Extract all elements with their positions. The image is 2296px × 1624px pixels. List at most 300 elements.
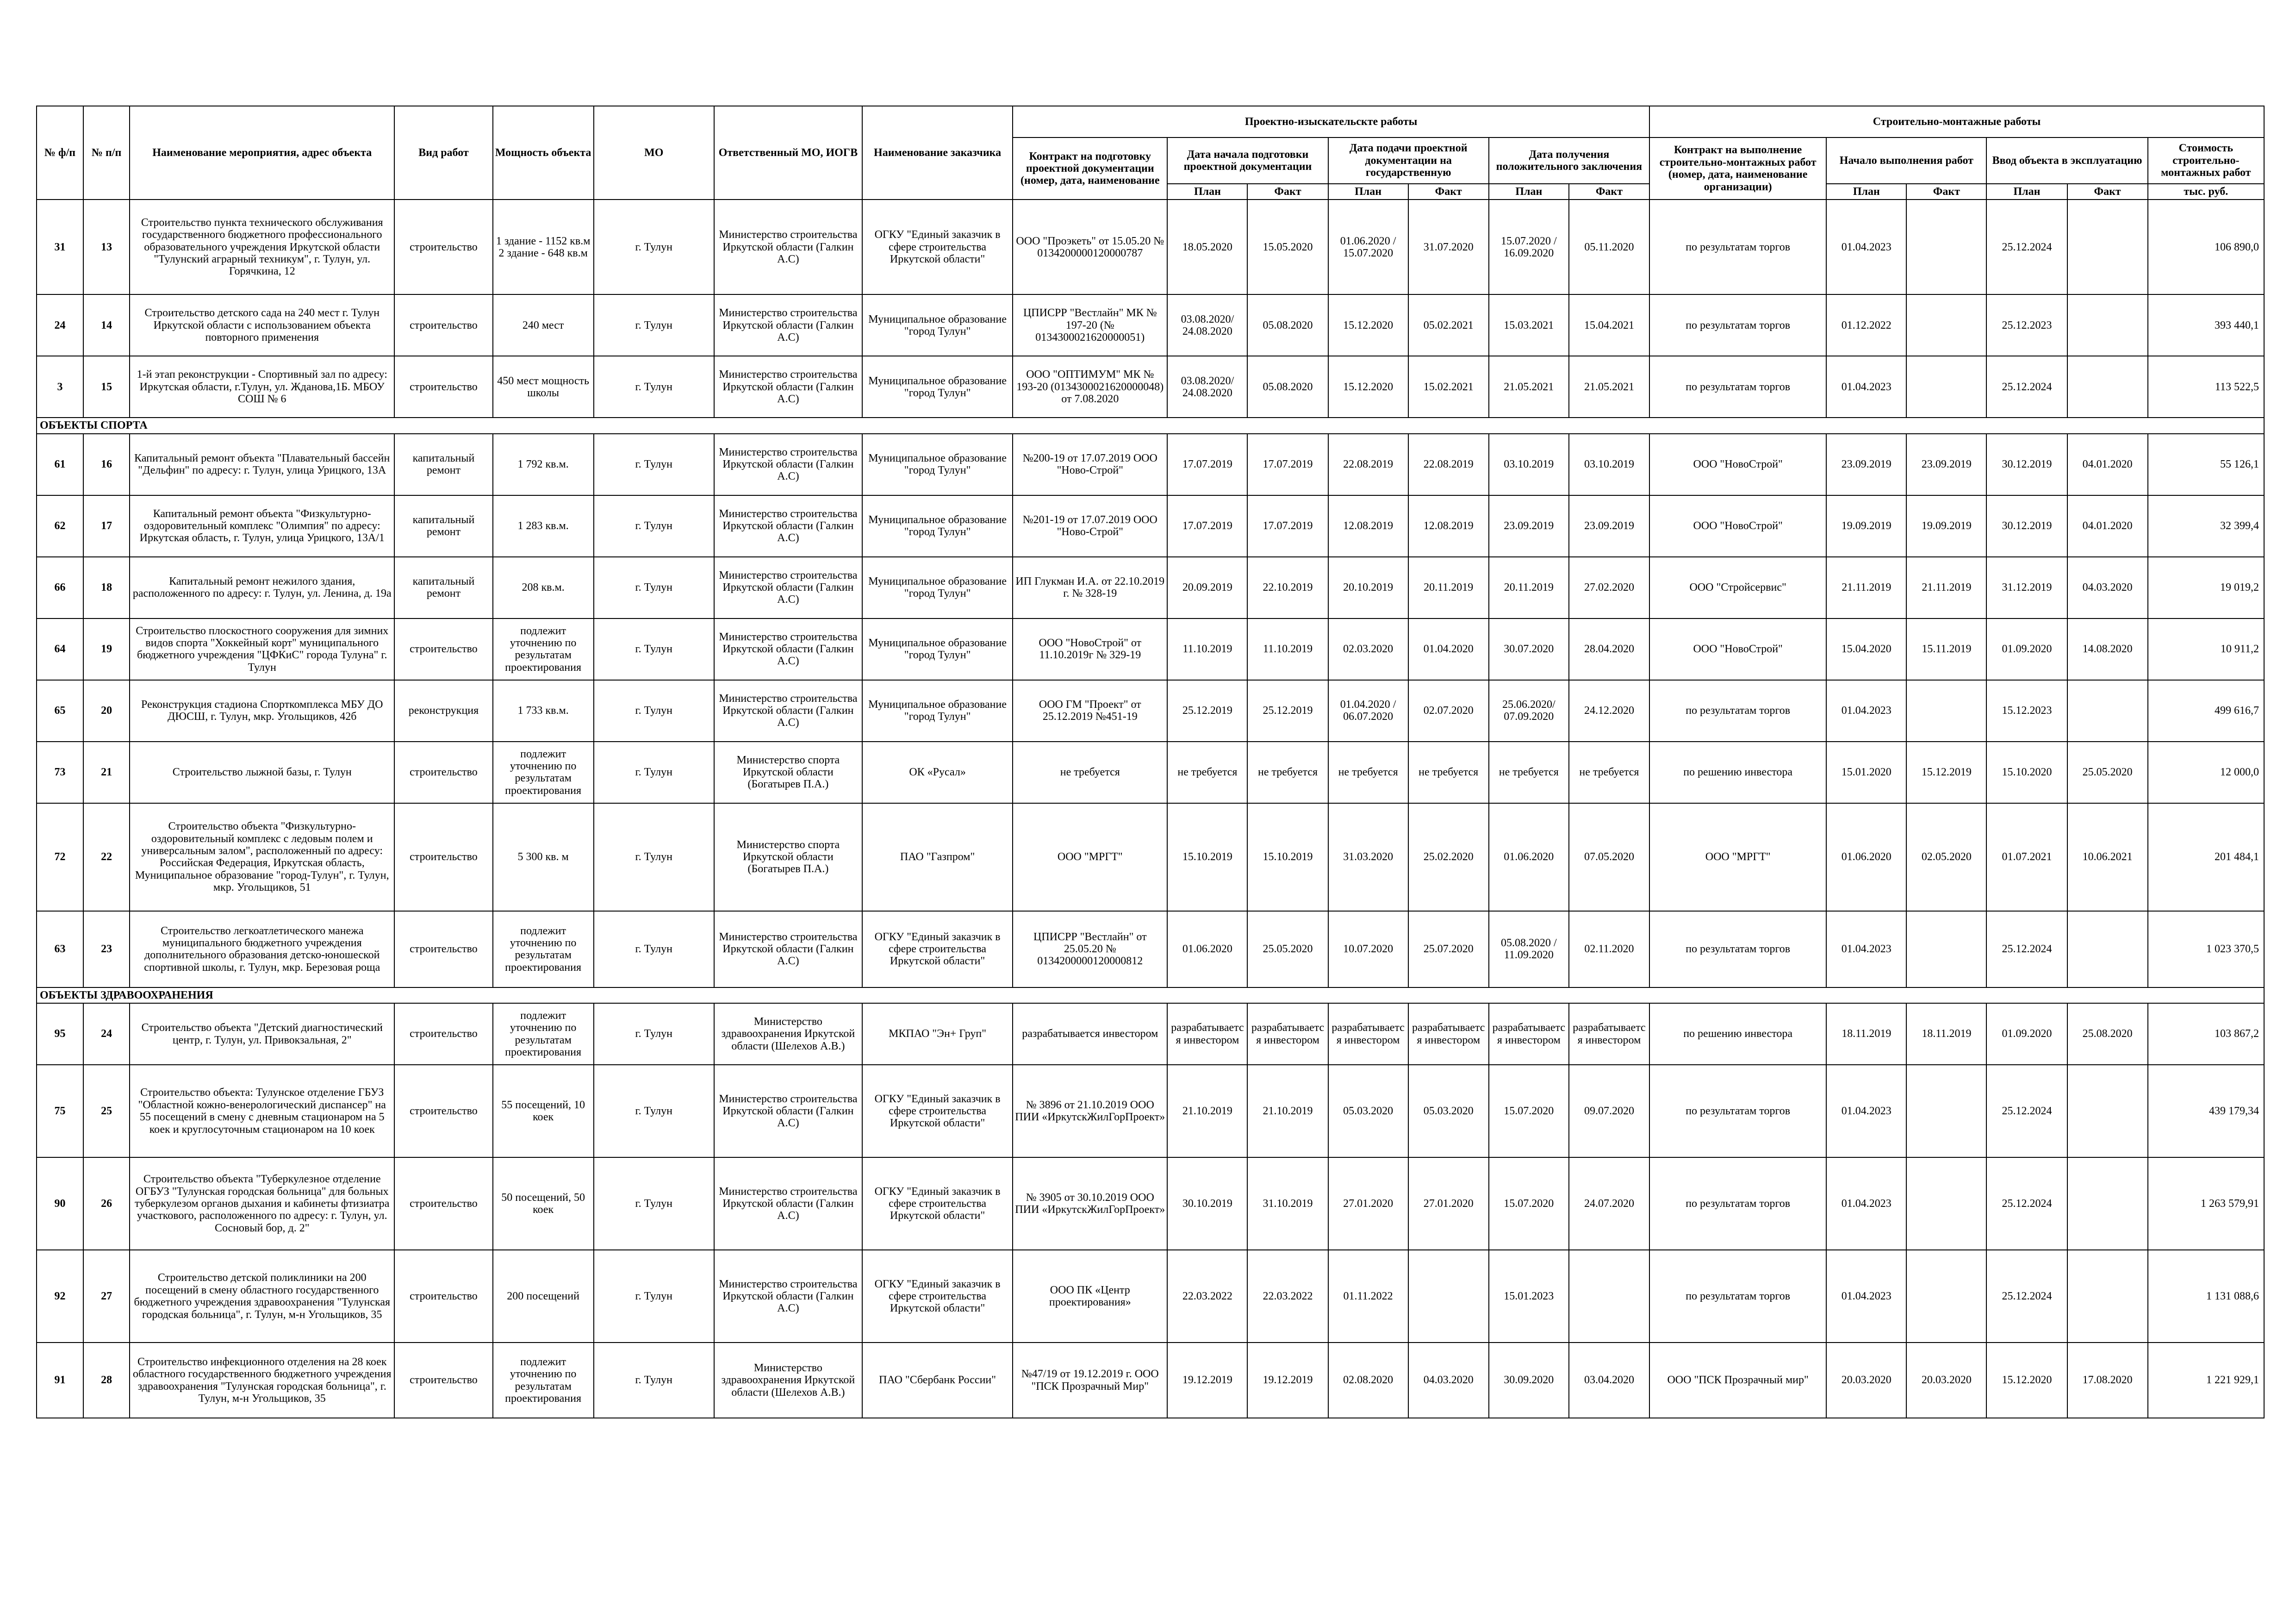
cell-no-fp: 90 [37,1157,83,1250]
col-header-responsible: Ответственный МО, ИОГВ [714,106,862,200]
cell-name: Строительство инфекционного отделения на 28 коек областного государственного бюджетного учреждения здравоохранения "Тулунская городская больница", г. Тулун, м-н Угольщиков, 35 [130,1343,394,1418]
cell-submission-fact: 04.03.2020 [1408,1343,1489,1418]
cell-conclusion-fact: 24.12.2020 [1569,680,1649,742]
cell-conclusion-fact: 05.11.2020 [1569,200,1649,294]
subheader-fact: Факт [1408,184,1489,200]
cell-construction-start-plan: 19.09.2019 [1826,495,1906,557]
col-header-cost: Стоимость строительно-монтажных работ [2148,137,2264,184]
table-row [37,1065,2264,1157]
cell-design-contract: ООО "Проэкеть" от 15.05.20 № 0134200000120000787 [1013,200,1167,294]
cell-conclusion-fact: 03.10.2019 [1569,434,1649,495]
cell-mo: г. Тулун [594,200,714,294]
cell-no-pp: 23 [83,911,130,987]
cell-construction-start-plan: 01.04.2023 [1826,680,1906,742]
cell-no-pp: 22 [83,803,130,911]
cell-conclusion-fact: 02.11.2020 [1569,911,1649,987]
cell-customer: ОГКУ "Единый заказчик в сфере строительства Иркутской области" [862,1065,1013,1157]
col-header-design-contract: Контракт на подготовку проектной документации (номер, дата, наименование [1013,137,1167,200]
table-row [37,434,2264,495]
cell-cost: 499 616,7 [2148,680,2264,742]
table-row [37,680,2264,742]
cell-construction-start-fact: 19.09.2019 [1906,495,1986,557]
cell-construction-start-fact: 23.09.2019 [1906,434,1986,495]
cell-design-start-plan: 15.10.2019 [1167,803,1247,911]
cell-commissioning-plan: 01.09.2020 [1986,1003,2067,1065]
cell-capacity: 1 792 кв.м. [493,434,594,495]
cell-construction-start-fact: 15.11.2019 [1906,618,1986,680]
cell-responsible: Министерство строительства Иркутской области (Галкин А.С) [714,1157,862,1250]
cell-construction-start-plan: 01.04.2023 [1826,911,1906,987]
cell-mo: г. Тулун [594,803,714,911]
cell-construction-contract: ООО "НовоСтрой" [1649,618,1826,680]
cell-commissioning-plan: 25.12.2024 [1986,1157,2067,1250]
cell-submission-plan: 01.04.2020 / 06.07.2020 [1328,680,1408,742]
cell-mo: г. Тулун [594,294,714,356]
section-row [37,418,2264,433]
cell-name: Строительство детского сада на 240 мест г. Тулун Иркутской области с использованием объекта повторного применения [130,294,394,356]
cell-commissioning-plan: 15.12.2020 [1986,1343,2067,1418]
table-row [37,618,2264,680]
cell-submission-fact: 05.02.2021 [1408,294,1489,356]
cell-conclusion-fact: 28.04.2020 [1569,618,1649,680]
cell-construction-start-plan: 01.06.2020 [1826,803,1906,911]
cell-no-fp: 61 [37,434,83,495]
cell-conclusion-plan: 20.11.2019 [1489,557,1569,618]
cell-responsible: Министерство здравоохранения Иркутской области (Шелехов А.В.) [714,1003,862,1065]
cell-submission-fact: 20.11.2019 [1408,557,1489,618]
cell-capacity: 200 посещений [493,1250,594,1343]
cell-design-start-fact: 05.08.2020 [1247,294,1328,356]
cell-responsible: Министерство строительства Иркутской области (Галкин А.С) [714,680,862,742]
cell-responsible: Министерство спорта Иркутской области (Богатырев П.А.) [714,742,862,803]
cell-cost: 12 000,0 [2148,742,2264,803]
cell-responsible: Министерство здравоохранения Иркутской области (Шелехов А.В.) [714,1343,862,1418]
cell-conclusion-fact: не требуется [1569,742,1649,803]
cell-commissioning-fact: 25.05.2020 [2067,742,2148,803]
cell-design-start-plan: 20.09.2019 [1167,557,1247,618]
cell-conclusion-plan: 05.08.2020 / 11.09.2020 [1489,911,1569,987]
cell-submission-plan: 01.11.2022 [1328,1250,1408,1343]
cell-design-start-plan: 21.10.2019 [1167,1065,1247,1157]
cell-commissioning-plan: 15.10.2020 [1986,742,2067,803]
cell-customer: ОГКУ "Единый заказчик в сфере строительства Иркутской области" [862,1157,1013,1250]
table-header [37,106,2264,200]
cell-construction-contract: по решению инвестора [1649,1003,1826,1065]
cell-design-start-plan: 17.07.2019 [1167,434,1247,495]
cell-design-start-plan: 11.10.2019 [1167,618,1247,680]
cell-cost: 1 221 929,1 [2148,1343,2264,1418]
subheader-fact: Факт [1247,184,1328,200]
cell-no-fp: 91 [37,1343,83,1418]
cell-design-contract: №200-19 от 17.07.2019 ООО "Ново-Строй" [1013,434,1167,495]
table-row [37,742,2264,803]
subheader-fact: Факт [2067,184,2148,200]
cell-design-start-fact: 25.12.2019 [1247,680,1328,742]
cell-design-start-fact: 22.10.2019 [1247,557,1328,618]
cell-design-start-fact: 17.07.2019 [1247,495,1328,557]
cell-construction-start-fact [1906,356,1986,418]
cell-mo: г. Тулун [594,1157,714,1250]
cell-name: Строительство плоскостного сооружения для зимних видов спорта "Хоккейный корт" муниципального бюджетного учреждения "ЦФКиС" города Тулуна" г. Тулун [130,618,394,680]
cell-design-start-plan: 25.12.2019 [1167,680,1247,742]
cell-work-type: строительство [394,1250,492,1343]
cell-customer: Муниципальное образование "город Тулун" [862,680,1013,742]
cell-customer: ПАО "Сбербанк России" [862,1343,1013,1418]
cell-submission-fact: 12.08.2019 [1408,495,1489,557]
cell-no-fp: 73 [37,742,83,803]
cell-conclusion-plan: 15.07.2020 / 16.09.2020 [1489,200,1569,294]
cell-design-contract: ООО ПК «Центр проектирования» [1013,1250,1167,1343]
cell-name: Строительство детской поликлиники на 200 посещений в смену областного государственного бюджетного учреждения здравоохранения "Тулунская городская больница", г. Тулун, м-н Угольщиков, 35 [130,1250,394,1343]
cell-construction-start-plan: 15.04.2020 [1826,618,1906,680]
cell-submission-plan: 15.12.2020 [1328,356,1408,418]
cell-construction-start-fact: 18.11.2019 [1906,1003,1986,1065]
cell-name: Строительство объекта "Туберкулезное отделение ОГБУЗ "Тулунская городская больница" для больных туберкулезом органов дыхания и кабинеты фтизиатра участкового, расположенного по адресу: г. Тулун, ул. Сосновый бор, д. 2" [130,1157,394,1250]
cell-no-fp: 66 [37,557,83,618]
col-header-no-fp: № ф/п [37,106,83,200]
cell-customer: Муниципальное образование "город Тулун" [862,495,1013,557]
cell-customer: ОГКУ "Единый заказчик в сфере строительства Иркутской области" [862,911,1013,987]
table-body [37,200,2264,1418]
cell-responsible: Министерство строительства Иркутской области (Галкин А.С) [714,200,862,294]
cell-commissioning-fact: 17.08.2020 [2067,1343,2148,1418]
col-header-mo: МО [594,106,714,200]
cell-design-start-fact: 31.10.2019 [1247,1157,1328,1250]
cell-commissioning-plan: 25.12.2024 [1986,1065,2067,1157]
cell-cost: 32 399,4 [2148,495,2264,557]
cell-customer: МКПАО "Эн+ Груп" [862,1003,1013,1065]
cell-submission-fact: 02.07.2020 [1408,680,1489,742]
cell-capacity: 1 283 кв.м. [493,495,594,557]
cell-mo: г. Тулун [594,911,714,987]
cell-no-pp: 13 [83,200,130,294]
cell-commissioning-fact: 04.01.2020 [2067,434,2148,495]
cell-name: Капитальный ремонт объекта "Физкультурно-оздоровительный комплекс "Олимпия" по адресу: Иркутская область, г. Тулун, улица Урицкого, 13А/1 [130,495,394,557]
cell-no-pp: 14 [83,294,130,356]
cell-construction-start-plan: 20.03.2020 [1826,1343,1906,1418]
cell-name: Строительство пункта технического обслуживания государственного бюджетного профессионального образовательного учреждения Иркутской области "Тулунский аграрный техникум", г. Тулун, ул. Горячкина, 12 [130,200,394,294]
cell-conclusion-plan: 15.01.2023 [1489,1250,1569,1343]
cell-cost: 113 522,5 [2148,356,2264,418]
cell-customer: ОГКУ "Единый заказчик в сфере строительства Иркутской области" [862,200,1013,294]
cell-construction-contract: по решению инвестора [1649,742,1826,803]
cell-conclusion-fact [1569,1250,1649,1343]
cell-design-start-fact: 22.03.2022 [1247,1250,1328,1343]
cell-mo: г. Тулун [594,680,714,742]
cell-commissioning-plan: 25.12.2024 [1986,356,2067,418]
cell-conclusion-plan: 21.05.2021 [1489,356,1569,418]
cell-responsible: Министерство строительства Иркутской области (Галкин А.С) [714,911,862,987]
cell-design-start-fact: разрабатывается инвестором [1247,1003,1328,1065]
cell-commissioning-plan: 25.12.2024 [1986,200,2067,294]
cell-construction-start-plan: 01.04.2023 [1826,1065,1906,1157]
cell-cost: 103 867,2 [2148,1003,2264,1065]
cell-construction-start-plan: 21.11.2019 [1826,557,1906,618]
col-header-capacity: Мощность объекта [493,106,594,200]
cell-no-fp: 95 [37,1003,83,1065]
cell-no-pp: 25 [83,1065,130,1157]
cell-design-start-fact: 17.07.2019 [1247,434,1328,495]
cell-conclusion-fact: 07.05.2020 [1569,803,1649,911]
cell-commissioning-plan: 25.12.2024 [1986,911,2067,987]
cell-no-fp: 3 [37,356,83,418]
cell-design-contract: ООО "МРГТ" [1013,803,1167,911]
cell-cost: 55 126,1 [2148,434,2264,495]
cell-submission-plan: 27.01.2020 [1328,1157,1408,1250]
cell-cost: 1 023 370,5 [2148,911,2264,987]
cell-design-start-fact: 21.10.2019 [1247,1065,1328,1157]
cell-construction-start-fact: 15.12.2019 [1906,742,1986,803]
cell-mo: г. Тулун [594,1343,714,1418]
cell-capacity: 208 кв.м. [493,557,594,618]
cell-construction-start-fact [1906,911,1986,987]
cell-construction-start-fact: 21.11.2019 [1906,557,1986,618]
cell-commissioning-fact: 04.01.2020 [2067,495,2148,557]
cell-work-type: строительство [394,1157,492,1250]
cell-no-pp: 17 [83,495,130,557]
subheader-cost-unit: тыс. руб. [2148,184,2264,200]
cell-construction-start-plan: 01.04.2023 [1826,200,1906,294]
subheader-plan: План [1328,184,1408,200]
cell-construction-start-plan: 01.04.2023 [1826,1250,1906,1343]
cell-conclusion-plan: 15.07.2020 [1489,1065,1569,1157]
cell-capacity: 5 300 кв. м [493,803,594,911]
col-header-no-pp: № п/п [83,106,130,200]
table-row [37,294,2264,356]
cell-commissioning-plan: 25.12.2023 [1986,294,2067,356]
cell-work-type: строительство [394,618,492,680]
col-header-work-type: Вид работ [394,106,492,200]
cell-capacity: подлежит уточнению по результатам проектирования [493,1343,594,1418]
col-header-submission: Дата подачи проектной документации на государственную [1328,137,1489,184]
cell-submission-plan: 15.12.2020 [1328,294,1408,356]
cell-work-type: строительство [394,200,492,294]
cell-name: Реконструкция стадиона Спорткомплекса МБУ ДО ДЮСШ, г. Тулун, мкр. Угольщиков, 42б [130,680,394,742]
cell-capacity: подлежит уточнению по результатам проектирования [493,742,594,803]
col-header-construction-start: Начало выполнения работ [1826,137,1986,184]
col-header-name: Наименование мероприятия, адрес объекта [130,106,394,200]
subheader-fact: Факт [1906,184,1986,200]
cell-commissioning-fact [2067,294,2148,356]
cell-conclusion-fact: разрабатывается инвестором [1569,1003,1649,1065]
cell-conclusion-fact: 21.05.2021 [1569,356,1649,418]
section-title: ОБЪЕКТЫ ЗДРАВООХРАНЕНИЯ [37,987,2264,1003]
cell-construction-start-fact [1906,1250,1986,1343]
cell-commissioning-plan: 30.12.2019 [1986,434,2067,495]
subheader-fact: Факт [1569,184,1649,200]
group-header-construction: Строительно-монтажные работы [1649,106,2264,137]
cell-responsible: Министерство строительства Иркутской области (Галкин А.С) [714,434,862,495]
cell-construction-contract: по результатам торгов [1649,200,1826,294]
subheader-plan: План [1167,184,1247,200]
cell-work-type: капитальный ремонт [394,557,492,618]
col-header-commissioning: Ввод объекта в эксплуатацию [1986,137,2147,184]
table-row [37,1250,2264,1343]
cell-capacity: 50 посещений, 50 коек [493,1157,594,1250]
cell-no-pp: 19 [83,618,130,680]
cell-mo: г. Тулун [594,356,714,418]
cell-conclusion-plan: 30.09.2020 [1489,1343,1569,1418]
cell-commissioning-fact [2067,1157,2148,1250]
cell-design-contract: ООО ГМ "Проект" от 25.12.2019 №451-19 [1013,680,1167,742]
cell-construction-start-fact [1906,1065,1986,1157]
cell-capacity: подлежит уточнению по результатам проектирования [493,911,594,987]
cell-construction-start-fact [1906,294,1986,356]
table-row [37,911,2264,987]
cell-responsible: Министерство строительства Иркутской области (Галкин А.С) [714,1250,862,1343]
cell-capacity: 450 мест мощность школы [493,356,594,418]
cell-design-start-fact: 19.12.2019 [1247,1343,1328,1418]
cell-design-start-fact: 11.10.2019 [1247,618,1328,680]
subheader-plan: План [1489,184,1569,200]
cell-construction-contract: по результатам торгов [1649,1157,1826,1250]
cell-work-type: строительство [394,742,492,803]
cell-work-type: капитальный ремонт [394,495,492,557]
schedule-sheet [36,106,2265,1418]
cell-no-fp: 65 [37,680,83,742]
cell-responsible: Министерство строительства Иркутской области (Галкин А.С) [714,356,862,418]
group-header-design: Проектно-изыскательскте работы [1013,106,1649,137]
cell-construction-start-plan: 23.09.2019 [1826,434,1906,495]
cell-submission-fact: 25.02.2020 [1408,803,1489,911]
cell-commissioning-fact [2067,1065,2148,1157]
cell-commissioning-plan: 15.12.2023 [1986,680,2067,742]
col-header-customer: Наименование заказчика [862,106,1013,200]
cell-mo: г. Тулун [594,618,714,680]
cell-design-start-plan: 03.08.2020/ 24.08.2020 [1167,356,1247,418]
cell-construction-contract: ООО "ПСК Прозрачный мир" [1649,1343,1826,1418]
cell-customer: Муниципальное образование "город Тулун" [862,294,1013,356]
cell-no-fp: 75 [37,1065,83,1157]
cell-no-pp: 21 [83,742,130,803]
cell-customer: Муниципальное образование "город Тулун" [862,356,1013,418]
cell-design-contract: №201-19 от 17.07.2019 ООО "Ново-Строй" [1013,495,1167,557]
cell-no-pp: 24 [83,1003,130,1065]
cell-responsible: Министерство строительства Иркутской области (Галкин А.С) [714,1065,862,1157]
cell-design-contract: ЦПИСРР "Вестлайн" МК № 197-20 (№ 0134300021620000051) [1013,294,1167,356]
cell-commissioning-fact: 14.08.2020 [2067,618,2148,680]
col-header-design-start: Дата начала подготовки проектной документации [1167,137,1328,184]
cell-capacity: 240 мест [493,294,594,356]
cell-capacity: 1 733 кв.м. [493,680,594,742]
cell-commissioning-fact [2067,356,2148,418]
cell-conclusion-plan: 03.10.2019 [1489,434,1569,495]
cell-construction-contract: по результатам торгов [1649,1065,1826,1157]
cell-no-fp: 62 [37,495,83,557]
construction-schedule-table [36,106,2265,1418]
cell-name: Строительство объекта: Тулунское отделение ГБУЗ "Областной кожно-венерологический диспансер" на 55 посещений в смену с дневным стационаром на 5 коек и круглосуточным стационаром на 10 коек [130,1065,394,1157]
table-row [37,495,2264,557]
cell-commissioning-fact: 25.08.2020 [2067,1003,2148,1065]
col-header-construction-contract: Контракт на выполнение строительно-монтажных работ (номер, дата, наименование организации) [1649,137,1826,200]
cell-no-fp: 92 [37,1250,83,1343]
cell-commissioning-fact [2067,680,2148,742]
cell-no-fp: 64 [37,618,83,680]
cell-conclusion-plan: 23.09.2019 [1489,495,1569,557]
cell-no-pp: 18 [83,557,130,618]
cell-name: Строительство легкоатлетического манежа муниципального бюджетного учреждения дополнительного образования детско-юношеской спортивной школы, г. Тулун, мкр. Березовая роща [130,911,394,987]
cell-conclusion-plan: 15.07.2020 [1489,1157,1569,1250]
cell-commissioning-plan: 01.09.2020 [1986,618,2067,680]
cell-submission-plan: 01.06.2020 / 15.07.2020 [1328,200,1408,294]
cell-conclusion-fact: 09.07.2020 [1569,1065,1649,1157]
cell-submission-fact: 01.04.2020 [1408,618,1489,680]
cell-no-pp: 20 [83,680,130,742]
cell-capacity: 55 посещений, 10 коек [493,1065,594,1157]
cell-construction-contract: по результатам торгов [1649,356,1826,418]
cell-cost: 10 911,2 [2148,618,2264,680]
cell-design-start-fact: 25.05.2020 [1247,911,1328,987]
cell-cost: 393 440,1 [2148,294,2264,356]
cell-construction-contract: ООО "МРГТ" [1649,803,1826,911]
cell-construction-start-fact [1906,200,1986,294]
cell-submission-fact: не требуется [1408,742,1489,803]
cell-mo: г. Тулун [594,742,714,803]
cell-construction-start-fact [1906,680,1986,742]
cell-mo: г. Тулун [594,1003,714,1065]
cell-design-contract: ООО "ОПТИМУМ" МК № 193-20 (0134300021620000048) от 7.08.2020 [1013,356,1167,418]
cell-design-start-fact: не требуется [1247,742,1328,803]
cell-design-start-plan: 03.08.2020/ 24.08.2020 [1167,294,1247,356]
cell-no-fp: 72 [37,803,83,911]
cell-name: 1-й этап реконструкции - Спортивный зал по адресу: Иркутская области, г.Тулун, ул. Жданова,1Б. МБОУ СОШ № 6 [130,356,394,418]
cell-cost: 106 890,0 [2148,200,2264,294]
section-row [37,987,2264,1003]
cell-name: Строительство объекта "Детский диагностический центр, г. Тулун, ул. Привокзальная, 2" [130,1003,394,1065]
cell-design-start-fact: 05.08.2020 [1247,356,1328,418]
cell-construction-start-plan: 01.04.2023 [1826,1157,1906,1250]
cell-conclusion-plan: 30.07.2020 [1489,618,1569,680]
cell-commissioning-plan: 25.12.2024 [1986,1250,2067,1343]
cell-no-fp: 31 [37,200,83,294]
cell-design-contract: ООО "НовоСтрой" от 11.10.2019г № 329-19 [1013,618,1167,680]
cell-submission-fact: 25.07.2020 [1408,911,1489,987]
cell-design-contract: не требуется [1013,742,1167,803]
cell-capacity: подлежит уточнению по результатам проектирования [493,618,594,680]
cell-submission-fact: 27.01.2020 [1408,1157,1489,1250]
cell-mo: г. Тулун [594,434,714,495]
cell-cost: 1 131 088,6 [2148,1250,2264,1343]
cell-capacity: 1 здание - 1152 кв.м 2 здание - 648 кв.м [493,200,594,294]
cell-construction-start-fact: 20.03.2020 [1906,1343,1986,1418]
cell-construction-contract: по результатам торгов [1649,911,1826,987]
cell-design-start-plan: 17.07.2019 [1167,495,1247,557]
table-row [37,557,2264,618]
table-row [37,1343,2264,1418]
subheader-plan: План [1986,184,2067,200]
cell-cost: 19 019,2 [2148,557,2264,618]
section-title: ОБЪЕКТЫ СПОРТА [37,418,2264,433]
cell-customer: ПАО "Газпром" [862,803,1013,911]
cell-design-contract: ЦПИСРР "Вестлайн" от 25.05.20 № 0134200000120000812 [1013,911,1167,987]
cell-cost: 439 179,34 [2148,1065,2264,1157]
cell-conclusion-plan: 01.06.2020 [1489,803,1569,911]
cell-construction-contract: по результатам торгов [1649,294,1826,356]
cell-name: Строительство объекта "Физкультурно-оздоровительный комплекс с ледовым полем и универсальным залом", расположенный по адресу: Российская Федерация, Иркутская область, Муниципальное образование "город-Тулун", г. Тулун, мкр. Угольщиков, 51 [130,803,394,911]
cell-construction-start-plan: 01.12.2022 [1826,294,1906,356]
cell-capacity: подлежит уточнению по результатам проектирования [493,1003,594,1065]
cell-cost: 1 263 579,91 [2148,1157,2264,1250]
cell-mo: г. Тулун [594,495,714,557]
cell-construction-start-plan: 01.04.2023 [1826,356,1906,418]
cell-commissioning-fact [2067,200,2148,294]
table-row [37,200,2264,294]
cell-work-type: строительство [394,911,492,987]
cell-work-type: строительство [394,356,492,418]
cell-work-type: строительство [394,803,492,911]
cell-commissioning-plan: 01.07.2021 [1986,803,2067,911]
cell-conclusion-fact: 27.02.2020 [1569,557,1649,618]
